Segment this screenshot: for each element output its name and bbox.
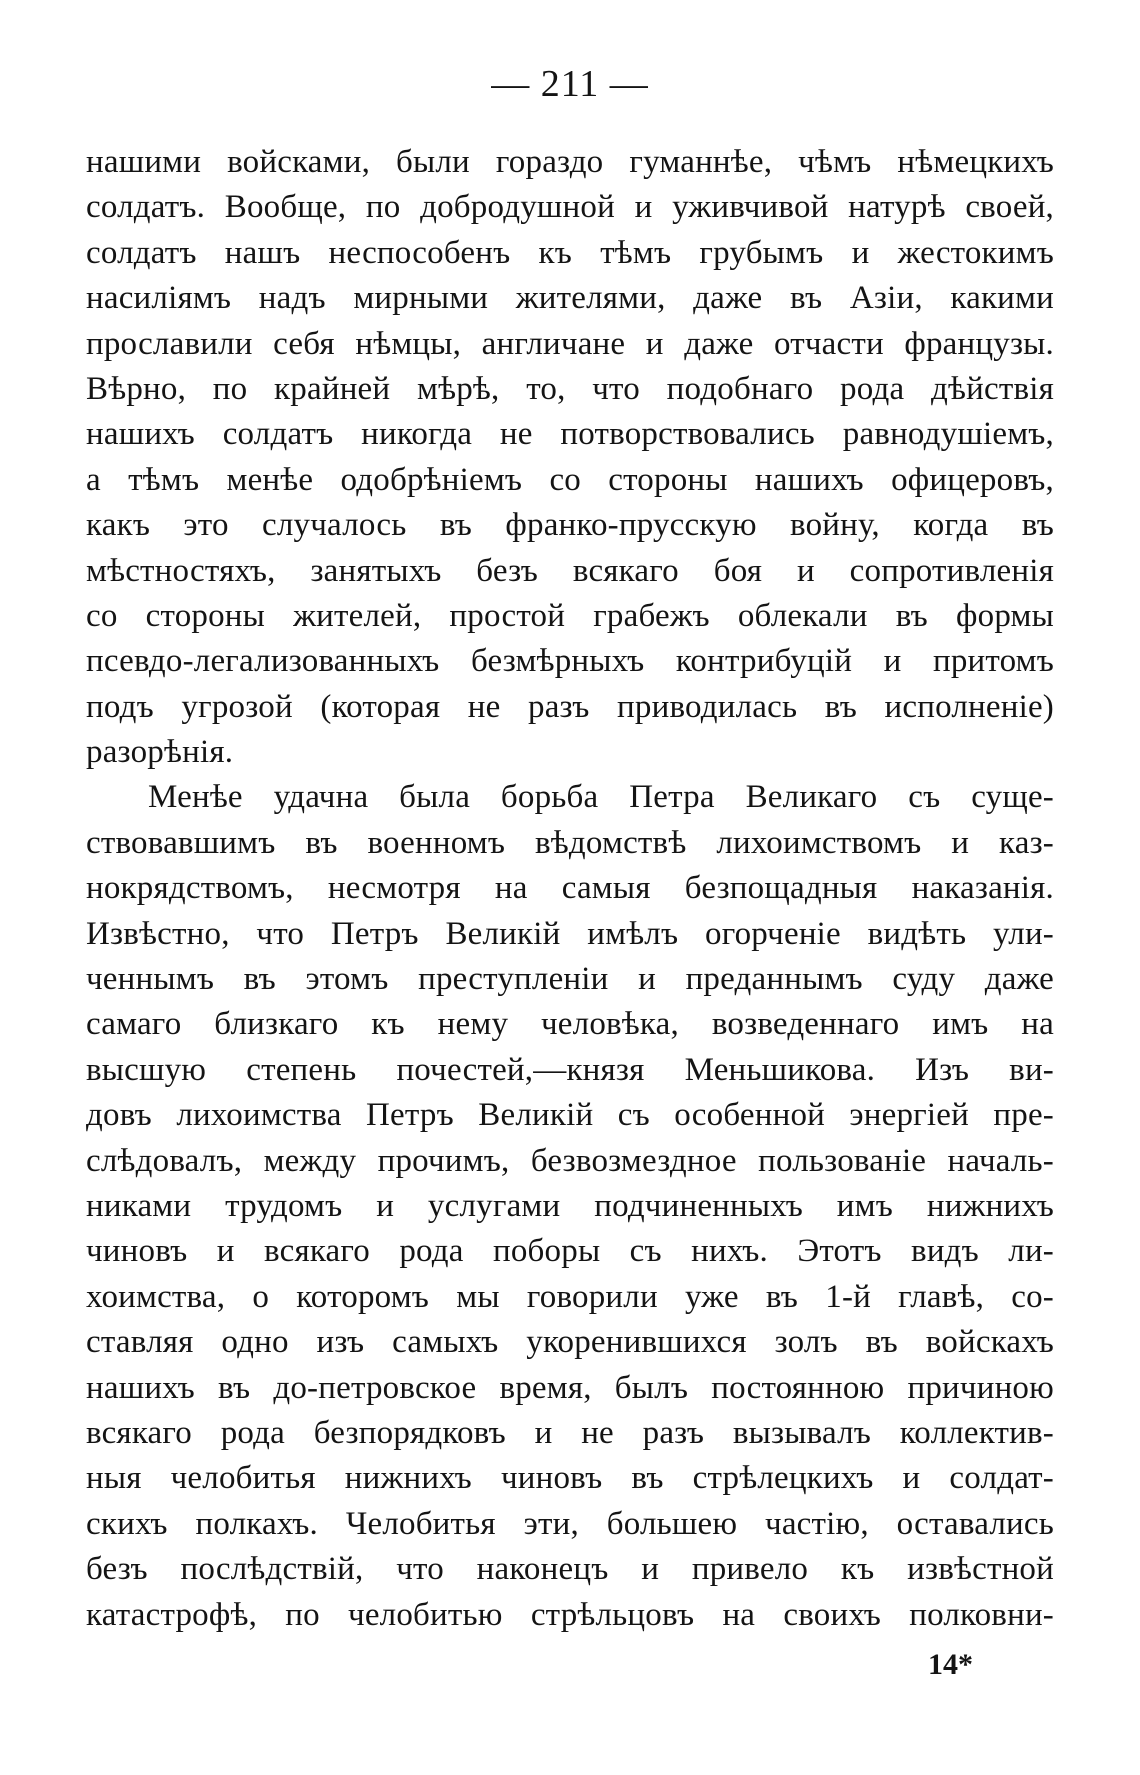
text-line: довъ лихоимства Петръ Великій съ особенной энергіей пре- <box>86 1097 1054 1134</box>
text-line: со стороны жителей, простой грабежъ облекали въ формы <box>86 597 1054 634</box>
text-line: Извѣстно, что Петръ Великій имѣлъ огорченіе видѣть ули- <box>86 915 1054 952</box>
text-line: нашихъ въ до-петровское время, былъ постоянною причиною <box>86 1369 1054 1406</box>
text-line: чиновъ и всякаго рода поборы съ нихъ. Этотъ видъ ли- <box>86 1233 1054 1270</box>
text-line: никами трудомъ и услугами подчиненныхъ имъ нижнихъ <box>86 1187 1054 1224</box>
text-line: всякаго рода безпорядковъ и не разъ вызывалъ коллектив- <box>86 1414 1054 1451</box>
text-line: какъ это случалось въ франко-прусскую войну, когда въ <box>86 507 1054 544</box>
text-line: насиліямъ надъ мирными жителями, даже въ Азіи, какими <box>86 280 1054 317</box>
page-text <box>86 140 1054 1638</box>
text-line: солдатъ. Вообще, по добродушной и уживчивой натурѣ своей, <box>86 189 1054 226</box>
text-line: псевдо-легализованныхъ безмѣрныхъ контрибуцій и притомъ <box>86 643 1054 680</box>
text-line: нашими войсками, были гораздо гуманнѣе, чѣмъ нѣмецкихъ <box>86 144 1054 180</box>
text-line: самаго близкаго къ нему человѣка, возведеннаго имъ на <box>86 1006 1054 1043</box>
text-line: безъ послѣдствій, что наконецъ и привело къ извѣстной <box>86 1551 1054 1588</box>
text-line: подъ угрозой (которая не разъ приводилась въ исполненіе) <box>86 688 1054 725</box>
text-line: мѣстностяхъ, занятыхъ безъ всякаго боя и сопротивленія <box>86 552 1054 589</box>
text-line: хоимства, о которомъ мы говорили уже въ 1-й главѣ, со- <box>86 1278 1054 1315</box>
text-line: ставляя одно изъ самыхъ укоренившихся золъ въ войскахъ <box>86 1324 1054 1361</box>
text-line: разорѣнія. <box>86 734 234 771</box>
text-line: а тѣмъ менѣе одобрѣніемъ со стороны нашихъ офицеровъ, <box>86 461 1054 498</box>
text-line: катастрофѣ, по челобитью стрѣльцовъ на своихъ полковни- <box>86 1596 1054 1633</box>
text-line: высшую степень почестей,—князя Меньшикова. Изъ ви- <box>86 1051 1054 1088</box>
text-line: солдатъ нашъ неспособенъ къ тѣмъ грубымъ и жестокимъ <box>86 234 1054 271</box>
page-number: — 211 — <box>491 63 649 105</box>
text-line: ныя челобитья нижнихъ чиновъ въ стрѣлецкихъ и солдат- <box>86 1460 1054 1497</box>
text-line: слѣдовалъ, между прочимъ, безвозмездное пользованіе началь- <box>86 1142 1054 1179</box>
text-line: ствовавшимъ въ военномъ вѣдомствѣ лихоимствомъ и каз- <box>86 824 1054 861</box>
text-line: ченнымъ въ этомъ преступленіи и преданнымъ суду даже <box>86 961 1054 998</box>
text-line: Менѣе удачна была борьба Петра Великаго съ суще- <box>148 779 1054 816</box>
text-line: нокрядствомъ, несмотря на самыя безпощадныя наказанія. <box>86 870 1054 907</box>
signature-mark: 14* <box>928 1648 973 1681</box>
text-line: нашихъ солдатъ никогда не потворствовались равнодушіемъ, <box>86 416 1054 453</box>
text-line: скихъ полкахъ. Челобитья эти, большею частію, оставались <box>86 1505 1054 1542</box>
text-line: прославили себя нѣмцы, англичане и даже отчасти французы. <box>86 325 1054 362</box>
text-line: Вѣрно, по крайней мѣрѣ, то, что подобнаго рода дѣйствія <box>86 370 1054 407</box>
